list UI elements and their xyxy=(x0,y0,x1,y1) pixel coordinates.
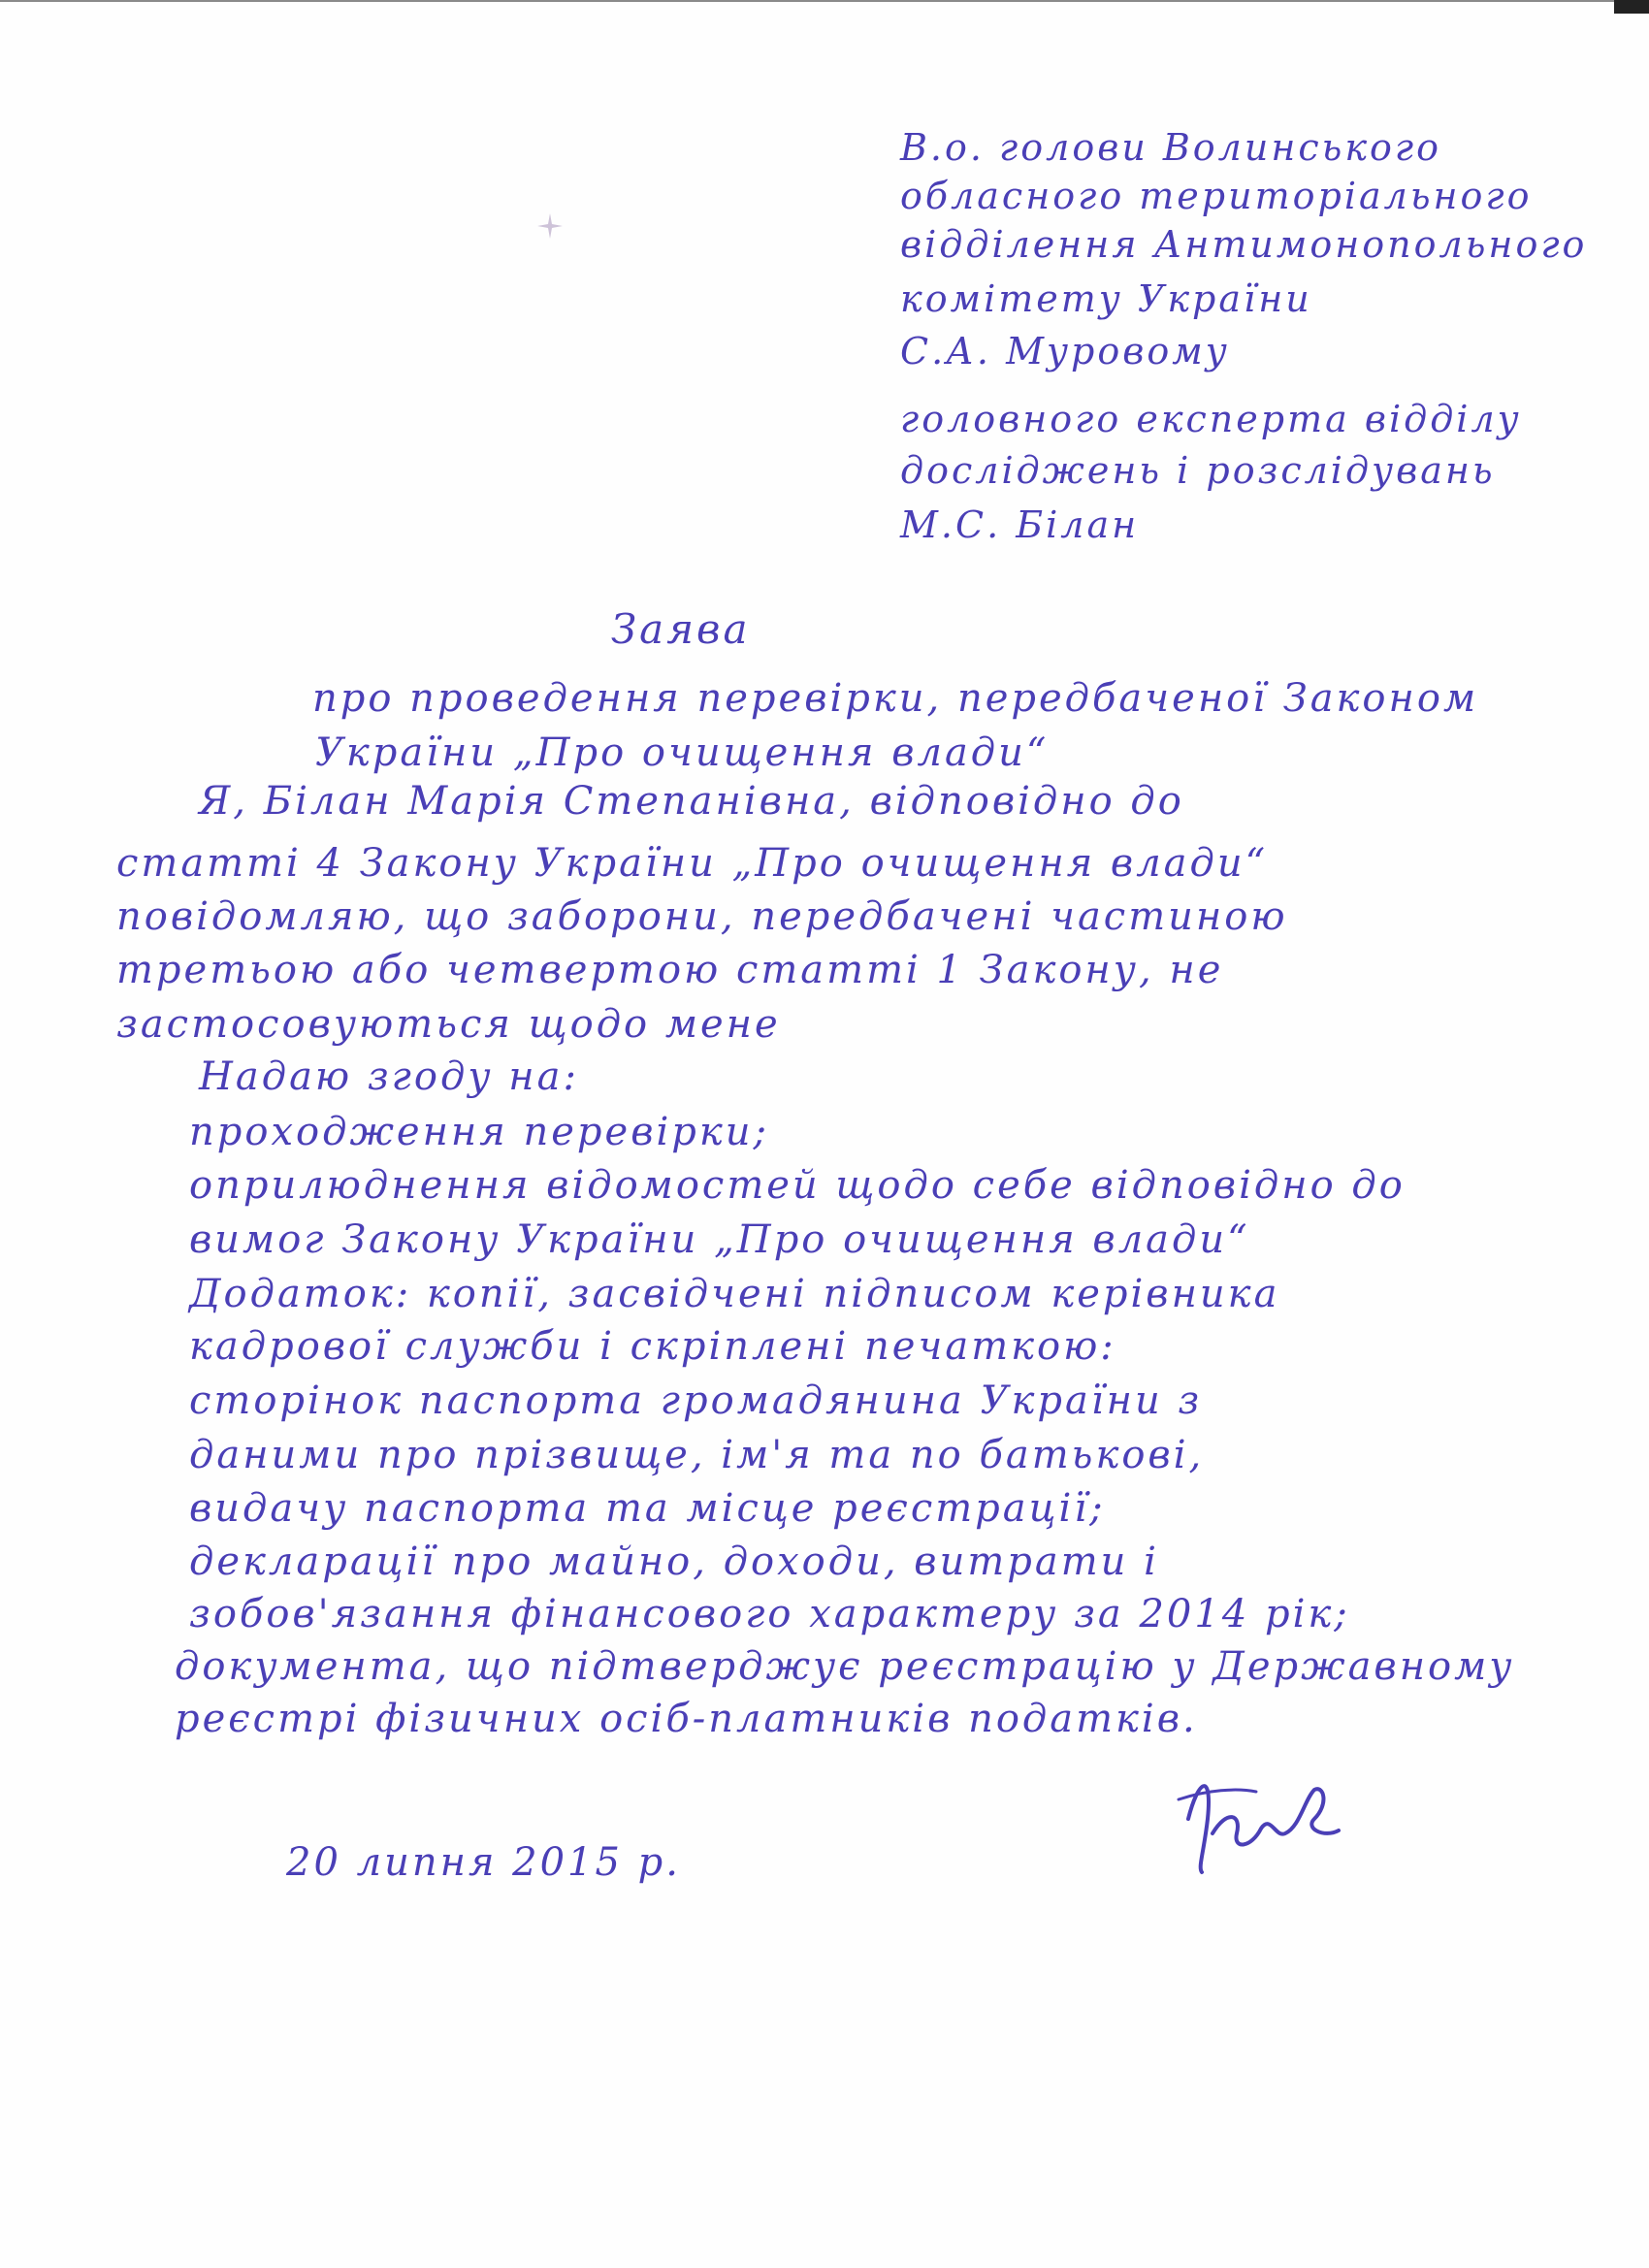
attachment-line: зобов'язання фінансового характеру за 2014 рік; xyxy=(189,1592,1350,1636)
addressee-line: досліджень і розслідувань xyxy=(900,449,1496,492)
statement-line: застосовуються щодо мене xyxy=(116,1002,781,1047)
statement-line: статті 4 Закону України „Про очищення влади“ xyxy=(116,841,1269,886)
attachment-line: документа, що підтверджує реєстрацію у Державному xyxy=(175,1644,1515,1689)
addressee-line: обласного територіального xyxy=(900,175,1533,217)
subtitle-line: про проведення перевірки, передбаченої Законом xyxy=(312,676,1479,721)
addressee-line: С.А. Муровому xyxy=(900,330,1230,373)
consent-line: вимог Закону України „Про очищення влади“ xyxy=(189,1217,1250,1262)
consent-line: Надаю згоду на: xyxy=(199,1054,579,1099)
attachment-line: видачу паспорта та місце реєстрації; xyxy=(189,1486,1106,1531)
attachment-line: кадрової служби і скріплені печаткою: xyxy=(189,1324,1116,1369)
attachment-line: декларації про майно, доходи, витрати і xyxy=(189,1539,1159,1584)
scan-edge-mark xyxy=(1614,0,1649,14)
scan-edge-line xyxy=(0,0,1649,2)
statement-line: третьою або четвертою статті 1 Закону, не xyxy=(116,948,1224,992)
signature xyxy=(1169,1761,1363,1887)
attachment-line: сторінок паспорта громадянина України з xyxy=(189,1378,1203,1423)
addressee-line: комітету України xyxy=(900,277,1312,320)
addressee-line: відділення Антимонопольного xyxy=(900,223,1588,266)
subtitle-line: України „Про очищення влади“ xyxy=(315,730,1050,775)
document-date: 20 липня 2015 р. xyxy=(286,1840,681,1885)
addressee-line: В.о. голови Волинського xyxy=(900,126,1441,169)
addressee-line: М.С. Білан xyxy=(900,503,1140,546)
statement-line: повідомляю, що заборони, передбачені частиною xyxy=(116,894,1288,939)
attachment-line: даними про прізвище, ім'я та по батькові, xyxy=(189,1433,1205,1477)
ink-speck-icon xyxy=(535,211,565,241)
attachment-line: реєстрі фізичних осіб-платників податків. xyxy=(175,1697,1198,1741)
document-title: Заява xyxy=(611,605,751,653)
consent-line: оприлюднення відомостей щодо себе відповідно до xyxy=(189,1163,1406,1208)
statement-line: Я, Білан Марія Степанівна, відповідно до xyxy=(199,779,1184,824)
addressee-line: головного експерта відділу xyxy=(900,398,1522,440)
attachment-line: Додаток: копії, засвідчені підписом керівника xyxy=(189,1272,1280,1316)
consent-line: проходження перевірки; xyxy=(189,1110,769,1154)
